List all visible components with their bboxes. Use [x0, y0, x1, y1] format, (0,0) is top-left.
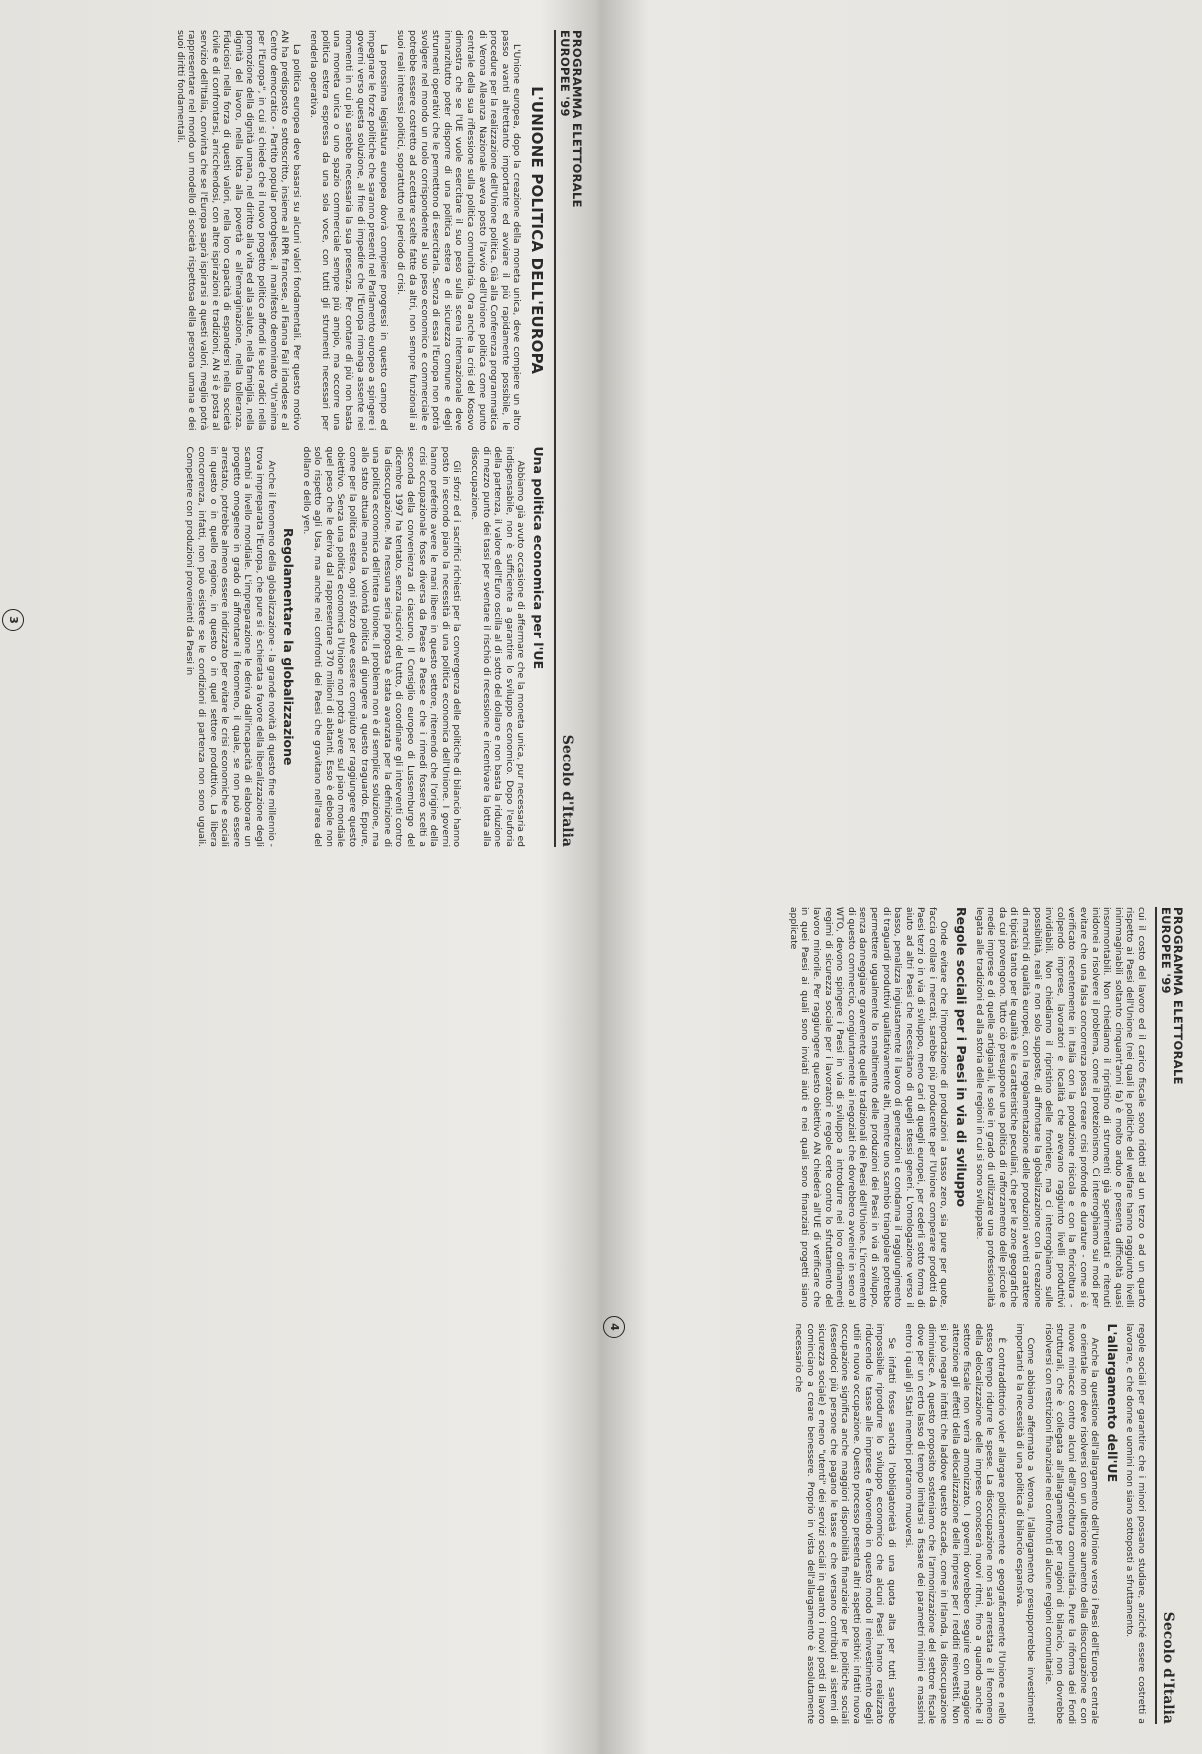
paragraph: Abbiamo già avuto occasione di affermare che la moneta unica, pur necessaria ed indispensabile, non è sufficiente a garantire lo sviluppo economico. Dopo l'euforia della partenza, il valore dell'Euro oscilla al di sotto del dollaro e non basta la riduzione di mezzo punto dei tassi per sventare il rischio di recessione e incentivare la lotta alla disoccupazione.: [469, 446, 527, 847]
masthead-logo: Secolo d'Italia: [559, 734, 575, 847]
section-label-line1: PROGRAMMA ELETTORALE: [1171, 907, 1185, 1085]
section-label-line1: PROGRAMMA ELETTORALE: [570, 30, 584, 208]
page-number: 3: [2, 609, 24, 631]
column-1: [587, 907, 1147, 1308]
paragraph: Se infatti fosse sancita l'obbligatorietà di una quota alta per tutti sarebbe impossibile riprodurre lo sviluppo economico che alcuni Paesi hanno realizzato riducendo le tasse alle imprese e favorendo in questo modo il reinvestimento degli utili e nuova occupazione. Questo processo presenta altri aspetti positivi: infatti nuova occupazione significa anche maggiori disponibilità finanziarie per le politiche sociali (essendoci più persone che pagano le tasse e che versano contributi ai sistemi di sicurezza sociale) e meno "utenti" dei servizi sociali in quanto i nuovi posti di lavoro cominciano a creare benessere. Proprio in vista dell'allargamento è assolutamente necessario che: [792, 1323, 897, 1724]
paragraph: Anche il fenomeno della globalizzazione - la grande novità di questo fine millennio - trova impreparata l'Europa, che pure si è schierata a favore della liberalizzazione degli scambi a livello mondiale. L'impreparazione le deriva dall'incapacità di elaborare un progetto omogeneo in grado di affrontare il fenomeno, il quale, se non può essere arrestato, potrebbe almeno essere indirizzato per evitare le crisi economiche e sociali in questo o in quello regione, in questo o in quel settore produttivo. La libera concorrenza, infatti, non può esistere se le condizioni di partenza non sono uguali. Competere con produzioni provenienti da Paesi in: [184, 446, 277, 847]
page-header: [1155, 907, 1184, 1724]
paragraph: L'Unione europea, dopo la creazione della moneta unica, deve compiere un altro passo avanti altrettanto importante ed avviare il più rapidamente possibile, le procedure per la realizzazione dell'Unione politica. Già alla Conferenza programmatica di Verona Alleanza Nazionale aveva posto l'avvio dell'Unione politica come punto centrale della sua riflessione sulla politica comunitaria. Ora anche la crisi del Kosovo dimostra che se l'UE vuole esercitare il suo peso sulla scena internazionale deve innanzitutto poter disporre di una politica estera e di sicurezza comune e degli strumenti operativi che le permettono di esercitarla. Senza di essa l'Europa non potrà svolgere nel mondo un ruolo corrispondente al suo peso economico e commerciale e potrebbe essere costretto ad accettare scelte fatte da altri, non sempre funzionali ai suoi reali interessi politici, soprattutto nel periodo di crisi.: [395, 30, 523, 431]
paragraph: La politica europea deve basarsi su alcuni valori fondamentali. Per questo motivo AN ha predisposto e sottoscritto, insieme al RPR francese, al Fianna Fail irlandese e al Centro democratico - Partito popular portoghese, il manifesto denominato "Un'anima per l'Europa", in cui si chiede che il nuovo progetto politico affondi le sue radici nella promozione della dignità umana, nel diritto alla vita ed alla salute, nella famiglia, nella dignità del lavoro, nella lotta alla povertà e all'emarginazione, nella tolleranza. Fiduciosi nella forza di questi valori, nella loro capacità di espandersi nella società civile e di confrontarsi, arricchendosi, con altre ispirazioni e tradizioni, AN si è posta al servizio dell'Italia, convinta che se l'Europa saprà ispirarsi a questi valori, meglio potrà rappresentare nel mondo un modello di società rispettosa della persona umana e dei suoi diritti fondamentali.: [174, 30, 302, 431]
section-heading: Regole sociali per i Paesi in via di sviluppo: [954, 907, 970, 1208]
column-1: [0, 30, 546, 431]
article-title: L'UNIONE POLITICA DELL'EUROPA: [528, 86, 546, 375]
section-label: [1160, 907, 1184, 1085]
paragraph: Gli sforzi ed i sacrifici richiesti per la convergenza delle politiche di bilancio hanno posto in secondo piano la necessità di una politica economica dell'Unione. I governi hanno preferito avere le mani libere in questo settore, ritenendo che l'origine della crisi occupazionale fosse diversa da Paese a Paese e che i rimedi fossero scelti a seconda della convenienza di ciascuno. Il Consiglio europeo di Lussemburgo del dicembre 1997 ha tentato, senza riuscirvi del tutto, di coordinare gli interventi contro la disoccupazione. Ma nessuna seria proposta è stata avanzata per la definizione di una politica economica dell'intera Unione. Il problema non è di semplice soluzione, ma allo stato attuale manca la volontà politica di giungere a questo traguardo. Eppure, come per la politica estera, ogni sforzo deve essere compiuto per raggiungere questo obiettivo. Senza una politica economica l'Unione non potrà avere sul piano mondiale quel peso che le deriva dal rappresentare 370 milioni di abitanti. Esso è debole non solo rispetto agli Usa, ma anche nei confronti dei Paesi che gravitano nell'area del dollaro e dello yen.: [300, 446, 463, 847]
section-heading: Regolamentare la globalizzazione: [281, 527, 297, 766]
columns: [587, 907, 1147, 1724]
page-header: [554, 30, 583, 847]
paragraph: Come abbiamo affermato a Verona, l'allargamento presupporrebbe investimenti importanti e la necessità di una politica di bilancio espansiva.: [1013, 1323, 1037, 1724]
paragraph: È contraddittorio voler allargare politicamente e geograficamente l'Unione e nello stesso tempo ridurre le spese. La disoccupazione non sarà arrestata e il fenomeno della delocalizzazione delle imprese conoscerà nuovi ritmi, fino a quando anche il settore fiscale non verrà armonizzato. I governi dovrebbero seguire con maggiore attenzione gli effetti della delocalizzazione delle imprese per i redditi reinvestiti. Non si può negare infatti che laddove questo accade, come in Irlanda, la disoccupazione diminuisce. A questo proposito sosteniamo che l'armonizzazione del settore fiscale dove per un certo lasso di tempo limitarsi a fissare dei parametri minimi e massimi entro i quali gli Stati membri potranno muoversi.: [903, 1323, 1008, 1724]
section-label-line2: EUROPEE '99: [1159, 907, 1173, 994]
paragraph: cui il costo del lavoro ed il carico fiscale sono ridotti ad un terzo o ad un quarto rispetto ai Paesi dell'Unione (nei quali le politiche del welfare hanno raggiunto livelli inimmaginabili soltanto cinquant'anni fa) è molto arduo e presenta difficoltà quasi insormontabili. Non chiediamo il ripristino di strumenti già sperimentati e ritenuti inidonei a risolvere il problema, come il protezionismo. Ci interroghiamo sui modi per evitare che una falsa concorrenza possa creare crisi profonde e durature - come si è verificato recentemente in Italia con la produzione risicola e con la floricoltura - colpendo imprese, lavoratori e località che avevano raggiunto livelli produttivi invidiabili. Non chiediamo il ripristino delle frontiere, ma ci interroghiamo sulle possibilità, reali e non solo supposte, di affrontare la globalizzazione con la creazione di marchi di qualità europei, con la regolamentazione delle produzioni aventi carattere di tipicità tanto per le qualità e le caratteristiche peculiari, che per le zone geografiche da cui provengono. Tutto ciò presuppone una politica di rafforzamento delle piccole e medie imprese e di quelle artigianali, le sole in grado di utilizzare una professionalità legata alle tradizioni ed alla storia delle regioni in cui si sono sviluppate.: [973, 907, 1147, 1308]
section-label: [559, 30, 583, 208]
page-3: [0, 0, 601, 877]
column-2: [587, 1324, 1147, 1725]
column-2: [0, 447, 546, 848]
section-heading: Una politica economica per l'UE: [531, 446, 546, 670]
paragraph: regole sociali per garantire che i minori possano studiare, anziché essere costretti a lavorare, e che donne e uomini non siano sottoposti a sfruttamento.: [1124, 1323, 1147, 1724]
section-label-line2: EUROPEE '99: [558, 30, 572, 117]
page-4: [601, 877, 1202, 1754]
paragraph: La prossima legislatura europea dovrà compiere progressi in questo campo ed impegnare le forze politiche che saranno presenti nel Parlamento europeo a spingere i governi verso questa soluzione, al fine di impedire che l'Europa rimanga assente nei momenti in cui più sarebbe necessaria la sua presenza. Per contare di più non basta una moneta unica o uno spazio commerciale sempre più ampio, ma occorre una politica estera espressa da una sola voce, con tutti gli strumenti necessari per renderla operativa.: [308, 30, 389, 431]
section-heading: L'allargamento dell'UE: [1104, 1323, 1120, 1483]
masthead-logo: Secolo d'Italia: [1160, 1611, 1176, 1724]
page-number: 4: [603, 1316, 625, 1338]
columns: [0, 30, 546, 847]
paragraph: Anche la questione dell'allargamento dell'Unione verso i Paesi dell'Europa centrale e orientale non deve risolversi con un ulteriore aumento della disoccupazione e con nuove minacce contro alcuni dell'agricoltura comunitaria. Pure la riforma dei Fondi strutturali, che è collegata all'allargamento per ragioni di bilancio, non dovrebbe risolversi con restrizioni finanziarie nei confronti di alcune regioni comunitarie.: [1042, 1323, 1101, 1724]
paragraph: Onde evitare che l'importazione di produzioni a tasso zero, sia pure per quote, faccia crollare i mercati, sarebbe più producente per l'Unione comperare prodotti da Paesi terzi o in via di sviluppo, meno cari di quegli europei, per cederli sotto forma di aiuto ad altri Paesi che necessitano di quegli stessi generi. L'omologazione verso il basso, penalizza ingiustamente il lavoro di generazioni e condanna il raggiungimento di traguardi produttivi qualitativamente alti, mentre uno scambio triangolare potrebbe permettere ugualmente lo smaltimento delle produzioni dei Paesi in via di sviluppo, senza danneggiare gravemente quelle tradizionali dei Paesi dell'Unione. L'incremento di questo commercio, congiuntamente ai negoziati che dovrebbero avvenire in seno al WTO, devono spingere i Paesi in via di sviluppo a introdurre nei loro ordinamenti regimi di sicurezza sociale per i lavoratori e regole certe contro lo sfruttamento del lavoro minorile. Per raggiungere questo obiettivo AN chiederà all'UE di verificare che in quei Paesi ai quali sono inviati aiuti e nei quali sono finanziati progetti siano applicate: [787, 907, 950, 1308]
